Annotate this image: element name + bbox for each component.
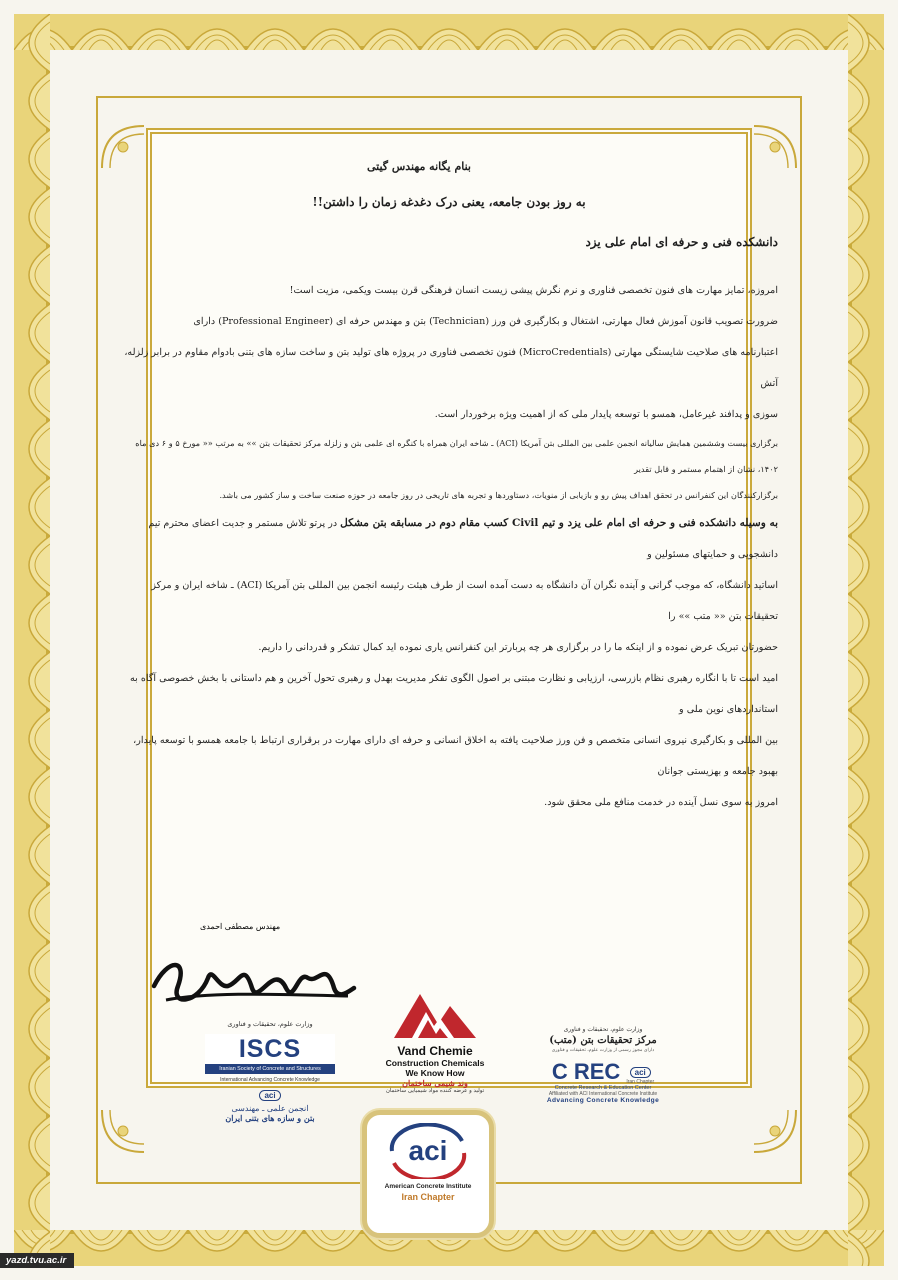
- crec-mark: C REC: [551, 1059, 621, 1084]
- aci-seal-line2: Iran Chapter: [401, 1192, 455, 1202]
- vand-chemie-logo: [370, 990, 500, 1094]
- signer-name: مهندس مصطفی احمدی: [200, 922, 281, 931]
- aci-badge: aci: [630, 1067, 651, 1078]
- paragraph: سوزی و پدافند غیرعامل، همسو با توسعه پایدار ملی که از اهمیت ویژه برخوردار است.: [434, 409, 778, 420]
- paragraph: امروزه، تمایز مهارت های فنون تخصصی فناوری و نرم نگرش پیشی زیست انسان فرهنگی قرن بیست ویکمی، مزیت است!: [289, 285, 778, 296]
- paragraph: برگزاری بیست وششمین همایش سالیانه انجمن علمی بین المللی بتن آمریکا (ACI) ـ شاخه ایران همراه با کنگره ای علمی بتن و زلزله مرکز تحقیقات بتن »» به مرتب «« مورخ ۵ و ۶ دی ماه ۱۴۰۲، نشان از اهتمام مستمر و قابل تقدیر: [135, 438, 778, 474]
- paragraph: امید است تا با انگاره رهبری نظام بازرسی، ارزیابی و نظارت مبتنی بر اصول الگوی تفکر مدیریت بهدل و رهبری تحول آخرین و هم داستانی با بخش خصوصی آگاه به استانداردهای نوین ملی و: [130, 673, 778, 715]
- award-rest: در پرتو تلاش مستمر و جدیت اعضای محترم تیم دانشجویی و حمایتهای مسئولین و: [148, 518, 778, 560]
- crec-ministry: وزارت علوم، تحقیقات و فناوری: [563, 1026, 643, 1033]
- vand-tagline-2: We Know How: [405, 1068, 465, 1078]
- crec-mark-row: [536, 1059, 670, 1085]
- left-scallop-ornament: [14, 14, 50, 1266]
- aci-badge: aci: [259, 1090, 280, 1101]
- paragraph: اساتید دانشگاه، که موجب گرانی و آینده نگران آن دانشگاه به دست آمده است از طرف هیئت رئیسه انجمن بین المللی بتن آمریکا (ACI) ـ شاخه ایران و مرکز تحقیقات بتن «« متب »» را: [151, 580, 778, 622]
- crec-motto: Advancing Concrete Knowledge: [546, 1097, 660, 1104]
- iscs-english-line: International Advancing Concrete Knowledge: [220, 1077, 320, 1083]
- right-scallop-ornament: [848, 14, 884, 1266]
- site-watermark: yazd.tvu.ac.ir: [0, 1253, 74, 1268]
- iscs-ministry: وزارت علوم، تحقیقات و فناوری: [227, 1020, 313, 1028]
- vand-mountain-icon: [390, 990, 480, 1042]
- aci-ring-icon: [378, 1123, 478, 1179]
- vand-fa-name: وند شیمی ساختمان: [402, 1078, 468, 1088]
- iscs-fa-line1: انجمن علمی ـ مهندسی: [231, 1104, 309, 1113]
- crec-fa-desc: دارای مجوز رسمی از وزارت علوم، تحقیقات و فناوری: [551, 1048, 655, 1053]
- motto-heading: به روز بودن جامعه، یعنی درک دغدغه زمان را داشتن!!: [312, 195, 586, 209]
- aci-iran-chapter-seal: [362, 1110, 494, 1238]
- paragraph: بین المللی و بکارگیری نیروی انسانی متخصص و فن ورز صلاحیت یافته به اخلاق انسانی و حرفه ای دارای مهارت در برقراری ارتباط با جامعه همسو با توسعه پایدار، بهبود جامعه و بهزیستی جوانان: [133, 735, 778, 777]
- award-paragraph: [120, 508, 778, 570]
- crec-logo: [536, 1026, 670, 1104]
- corner-ornament-icon: [752, 1108, 798, 1154]
- paragraph: برگزارکنندگان این کنفرانس در تحقق اهداف پیش رو و بازیابی از منویات، دستاوردها و تجربه های تاریخی در روز جامعه در حوزه صنعت ساخت و ساز کشور می باشد.: [219, 490, 778, 500]
- vand-name: Vand Chemie: [397, 1044, 473, 1058]
- crec-english-name: Concrete Research & Education Center: [554, 1085, 652, 1091]
- iscs-subtitle: Iranian Society of Concrete and Structures: [219, 1066, 321, 1072]
- iscs-fa-line2: بتن و سازه های بتنی ایران: [225, 1113, 315, 1123]
- crec-fa-name: مرکز تحقیقات بتن (متب): [549, 1035, 657, 1046]
- crec-aci-caption: Iran Chapter: [626, 1078, 655, 1085]
- iscs-title: ISCS: [205, 1034, 335, 1064]
- certificate-body: [120, 160, 778, 818]
- paragraph: اعتبارنامه های صلاحیت شایستگی مهارتی (MicroCredentials) فنون تخصصی فناوری در پروژه های تولید بتن و ساخت سازه های بتنی بادوام مقاوم در برابر زلزله، آتش: [124, 347, 778, 389]
- paragraph: امروز به سوی نسل آینده در خدمت منافع ملی محقق شود.: [544, 797, 778, 808]
- invocation-heading: بنام یگانه مهندس گیتی: [366, 160, 471, 173]
- top-scallop-ornament: [14, 14, 884, 50]
- aci-seal-line1: American Concrete Institute: [384, 1183, 472, 1190]
- paragraph: حضورتان تبریک عرض نموده و از اینکه ما را در برگزاری هر چه پربارتر این کنفرانس یاری نموده اید کمال تشکر و قدردانی را داریم.: [258, 642, 778, 653]
- aci-mark: aci: [408, 1135, 448, 1166]
- corner-ornament-icon: [100, 1108, 146, 1154]
- recipient-school: دانشکده فنی و حرفه ای امام علی یزد: [585, 235, 778, 249]
- paragraph: ضرورت تصویب قانون آموزش فعال مهارتی، اشتغال و بکارگیری فن ورز (Technician) بتن و مهندس حرفه ای (Professional Engineer) دارای: [193, 316, 778, 327]
- signature-icon: [148, 948, 358, 1014]
- vand-fa-desc: تولید و عرضه کننده مواد شیمیایی ساختمان: [385, 1088, 485, 1094]
- vand-tagline-1: Construction Chemicals: [385, 1058, 485, 1068]
- award-highlight: به وسیله دانشکده فنی و حرفه ای امام علی یزد و تیم Civil کسب مقام دوم در مسابقه بتن مشکل: [340, 517, 778, 529]
- crec-affiliation: Affiliated with ACI International Concrete Institute: [548, 1091, 658, 1097]
- iscs-logo: [200, 1020, 340, 1123]
- iscs-box: [205, 1034, 335, 1074]
